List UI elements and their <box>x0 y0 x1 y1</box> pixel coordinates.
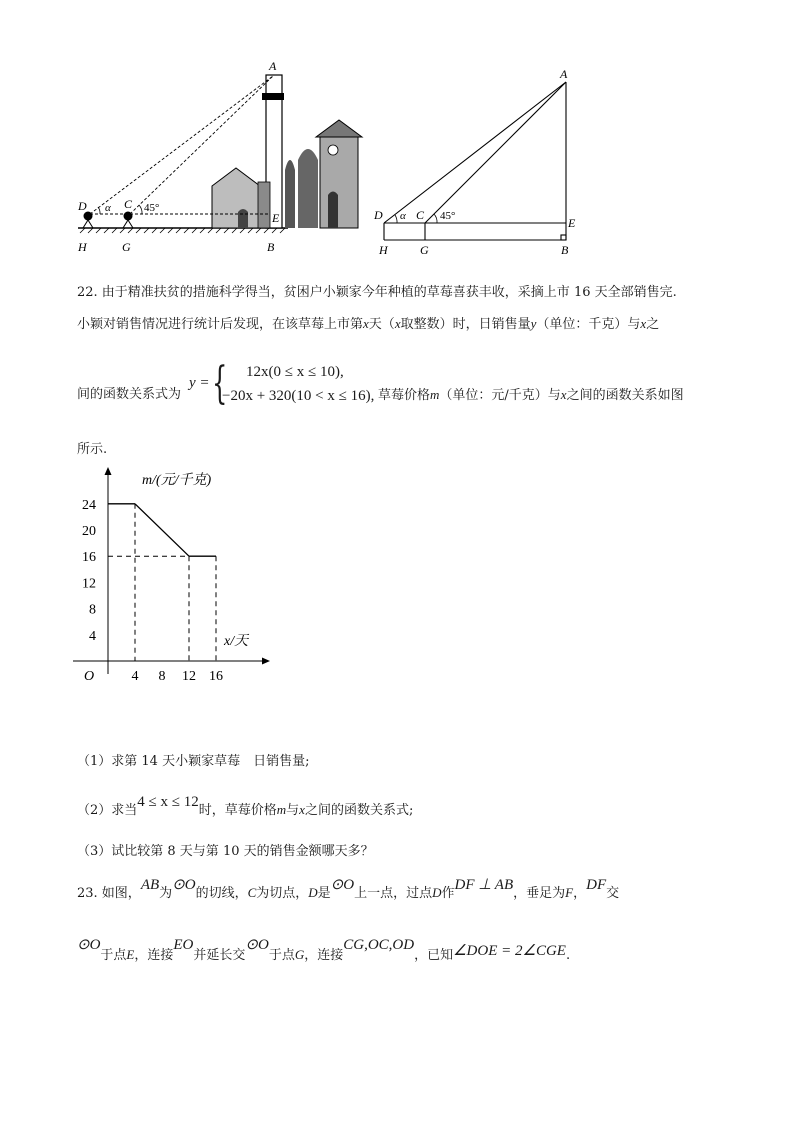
q22-case2: −20x + 320(10 < x ≤ 16), <box>222 388 375 404</box>
q22-var-y: y <box>530 316 537 331</box>
q23-DF: DF <box>586 877 607 893</box>
label-right-45: 45° <box>440 210 456 222</box>
q22-sub3: （3）试比较第 8 天与第 10 天的销售金额哪天多？ <box>77 844 374 859</box>
q23-h: ，垂足为 <box>513 886 566 901</box>
y-tick-label: 16 <box>82 550 96 566</box>
q22-sub2-a: （2）求当 <box>77 803 138 818</box>
q23-D: D <box>432 885 442 900</box>
label-right-C: C <box>416 208 425 222</box>
q22-line2-b: 天（ <box>368 317 395 332</box>
y-tick-label: 12 <box>82 576 96 592</box>
y-axis-arrow <box>105 467 112 475</box>
label-left-D: D <box>78 199 87 213</box>
y-tick-label: 4 <box>89 628 96 644</box>
q23-e: 是 <box>317 886 331 901</box>
label-left-G: G <box>122 240 131 254</box>
q22-func-suffix <box>378 385 684 406</box>
label-right-E: E <box>568 216 576 230</box>
q23-condition: ∠DOE = 2∠CGE <box>453 943 566 959</box>
right-geometry <box>384 82 566 240</box>
label-right-A: A <box>560 67 568 81</box>
q23-p: ，已知 <box>414 948 454 963</box>
q22-brace: { <box>212 358 228 409</box>
q22-line4: 所示. <box>77 442 108 457</box>
right-labels <box>373 67 576 257</box>
label-right-G: G <box>420 243 429 257</box>
q23-o: ，连接 <box>304 948 344 963</box>
q23-a: 23. 如图， <box>77 886 141 901</box>
q23-EO: EO <box>173 937 194 953</box>
q22-func-prefix: 间的函数关系式为 <box>77 387 182 402</box>
q22-line2-e: 之 <box>646 317 660 332</box>
q22-line2-a: 小颖对销售情况进行统计后发现，在该草莓上市第 <box>77 317 364 332</box>
q22-sub2-math: 4 ≤ x ≤ 12 <box>137 794 199 810</box>
q23-circle-O: ⊙O <box>245 937 269 953</box>
q23-k: 于点 <box>100 948 127 963</box>
price-line-segment <box>135 504 189 556</box>
q23-q: . <box>565 948 571 963</box>
q23-E: E <box>126 947 135 962</box>
q22-sub2 <box>77 794 414 821</box>
label-right-D: D <box>374 208 383 222</box>
q22-var-x: x <box>640 316 647 331</box>
left-scene <box>77 59 362 254</box>
q22-var-m: m <box>430 387 440 402</box>
label-left-E: E <box>272 211 280 225</box>
q22-sub2-c: 与 <box>286 803 300 818</box>
q22-suffix-a: 草莓价格 <box>378 388 431 403</box>
q23-circle-O: ⊙O <box>77 937 101 953</box>
q22-var-x: x <box>299 802 305 817</box>
y-axis-title: m/(元/千克) <box>142 473 212 488</box>
q23-n: 于点 <box>268 948 295 963</box>
q23-circle-O: ⊙O <box>330 877 355 893</box>
y-tick-label: 24 <box>82 497 96 513</box>
q23-circle-O: ⊙O <box>172 877 196 893</box>
q23-c: 的切线， <box>195 886 248 901</box>
y-tick-label: 8 <box>89 602 96 618</box>
q22-func-y: y = <box>189 375 210 391</box>
q22-line1: 22. 由于精准扶贫的措施科学得当，贫困户小颖家今年种植的草莓喜获丰收，采摘上市 16 天全部销售完. <box>77 285 677 300</box>
q23-DF-perp-AB: DF ⊥ AB <box>454 877 514 893</box>
q23-l: ，连接 <box>134 948 174 963</box>
label-right-B: B <box>561 243 569 257</box>
q23-g: 作 <box>441 886 455 901</box>
q23-d: 为切点， <box>256 886 309 901</box>
q22-line2-d: （单位：千克）与 <box>536 317 641 332</box>
q22-var-x: x <box>394 316 401 331</box>
q22-case1: 12x(0 ≤ x ≤ 10), <box>246 364 344 380</box>
label-right-alpha: α <box>400 210 406 222</box>
x-tick-label: 12 <box>182 669 196 684</box>
q22-sub2-b: 时，草莓价格 <box>198 803 277 818</box>
q23-F: F <box>565 885 574 900</box>
q23-f: 上一点，过点 <box>354 886 433 901</box>
q22-var-x: x <box>363 316 369 331</box>
q23-CG-OC-OD: CG,OC,OD <box>343 937 415 953</box>
origin-label: O <box>84 669 95 684</box>
x-tick-label: 16 <box>209 669 223 684</box>
q23-b: 为 <box>159 886 173 901</box>
q22-var-m: m <box>276 802 287 817</box>
q23-line1 <box>77 877 620 904</box>
x-axis-arrow <box>262 658 270 665</box>
q23-AB: AB <box>140 877 160 893</box>
q23-D: D <box>308 885 318 900</box>
q23-C: C <box>247 885 257 900</box>
q22-line2 <box>77 314 659 335</box>
label-left-B: B <box>267 240 275 254</box>
q23-G: G <box>294 947 305 962</box>
y-tick-label: 20 <box>82 524 96 539</box>
q22-sub2-d: 之间的函数关系式; <box>304 803 414 818</box>
q22-sub1: （1）求第 14 天小颖家草莓 日销售量; <box>77 754 310 769</box>
label-left-45: 45° <box>144 202 160 214</box>
figure-q21 <box>0 0 800 270</box>
q22-suffix-c: 之间的函数关系如图 <box>566 388 684 403</box>
label-right-H: H <box>379 243 388 257</box>
q23-i: ， <box>573 886 587 901</box>
q23-line2 <box>77 937 571 966</box>
x-tick-label: 8 <box>158 669 166 684</box>
q22-suffix-b: （单位：元/千克）与 <box>439 388 561 403</box>
q23-j: 交 <box>606 886 620 901</box>
q22-var-x: x <box>560 387 567 402</box>
label-left-H: H <box>78 240 87 254</box>
label-left-A: A <box>269 59 277 73</box>
label-left-alpha: α <box>105 202 111 214</box>
q23-m: 并延长交 <box>193 948 246 963</box>
q22-line2-c: 取整数）时，日销售量 <box>400 317 531 332</box>
x-axis-title: x/天 <box>224 634 249 649</box>
price-chart <box>60 462 280 702</box>
label-left-C: C <box>124 197 133 211</box>
x-tick-label: 4 <box>131 669 139 684</box>
